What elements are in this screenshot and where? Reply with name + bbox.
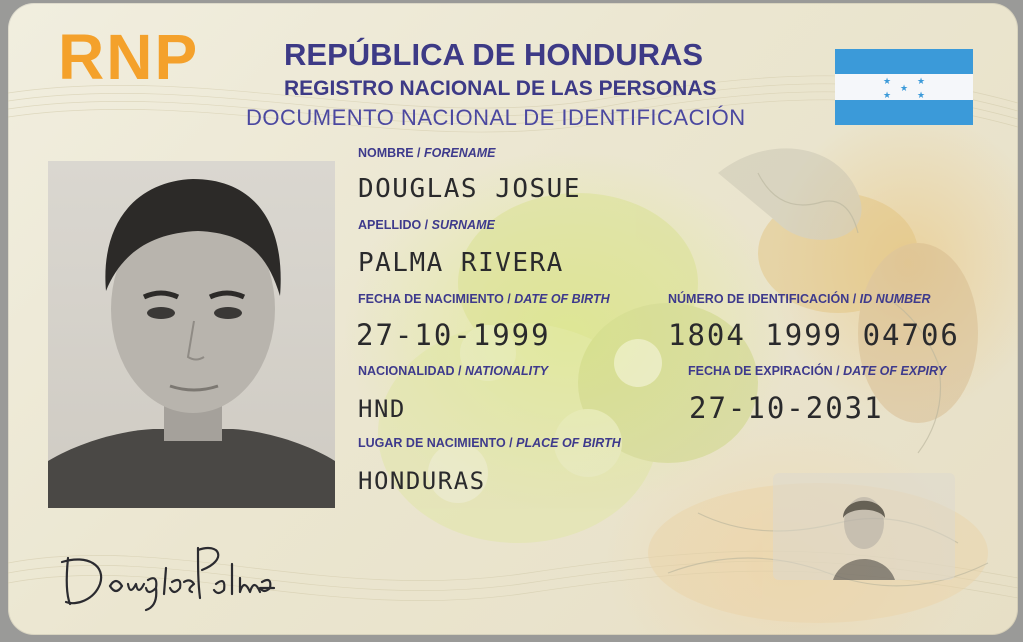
dob-value: 27-10-1999 — [356, 318, 551, 352]
signature — [48, 508, 288, 618]
id-number-value: 1804 1999 04706 — [668, 318, 960, 352]
portrait-photo — [48, 161, 335, 508]
rnp-logo: RNP — [58, 21, 200, 93]
surname-value: PALMA RIVERA — [358, 248, 564, 278]
svg-text:★: ★ — [882, 91, 892, 101]
expiry-label: FECHA DE EXPIRACIÓN / DATE OF EXPIRY — [688, 364, 947, 378]
expiry-value: 27-10-2031 — [689, 391, 884, 425]
id-card — [8, 3, 1018, 635]
registry-title: REGISTRO NACIONAL DE LAS PERSONAS — [284, 77, 717, 100]
surname-label: APELLIDO / SURNAME — [358, 218, 495, 232]
svg-text:★: ★ — [899, 84, 909, 94]
svg-text:★: ★ — [882, 77, 892, 87]
svg-text:★: ★ — [916, 77, 926, 87]
dob-label: FECHA DE NACIMIENTO / DATE OF BIRTH — [358, 292, 610, 306]
document-title: DOCUMENTO NACIONAL DE IDENTIFICACIÓN — [246, 105, 746, 130]
forename-value: DOUGLAS JOSUE — [358, 174, 581, 204]
forename-label: NOMBRE / FORENAME — [358, 146, 496, 160]
honduras-flag-icon — [835, 49, 973, 125]
svg-text:★: ★ — [916, 91, 926, 101]
country-title: REPÚBLICA DE HONDURAS — [284, 37, 704, 72]
place-of-birth-value: HONDURAS — [358, 467, 486, 495]
id-number-label: NÚMERO DE IDENTIFICACIÓN / ID NUMBER — [668, 292, 931, 306]
ghost-portrait — [773, 473, 955, 580]
nationality-label: NACIONALIDAD / NATIONALITY — [358, 364, 549, 378]
place-of-birth-label: LUGAR DE NACIMIENTO / PLACE OF BIRTH — [358, 436, 621, 450]
nationality-value: HND — [358, 395, 406, 423]
